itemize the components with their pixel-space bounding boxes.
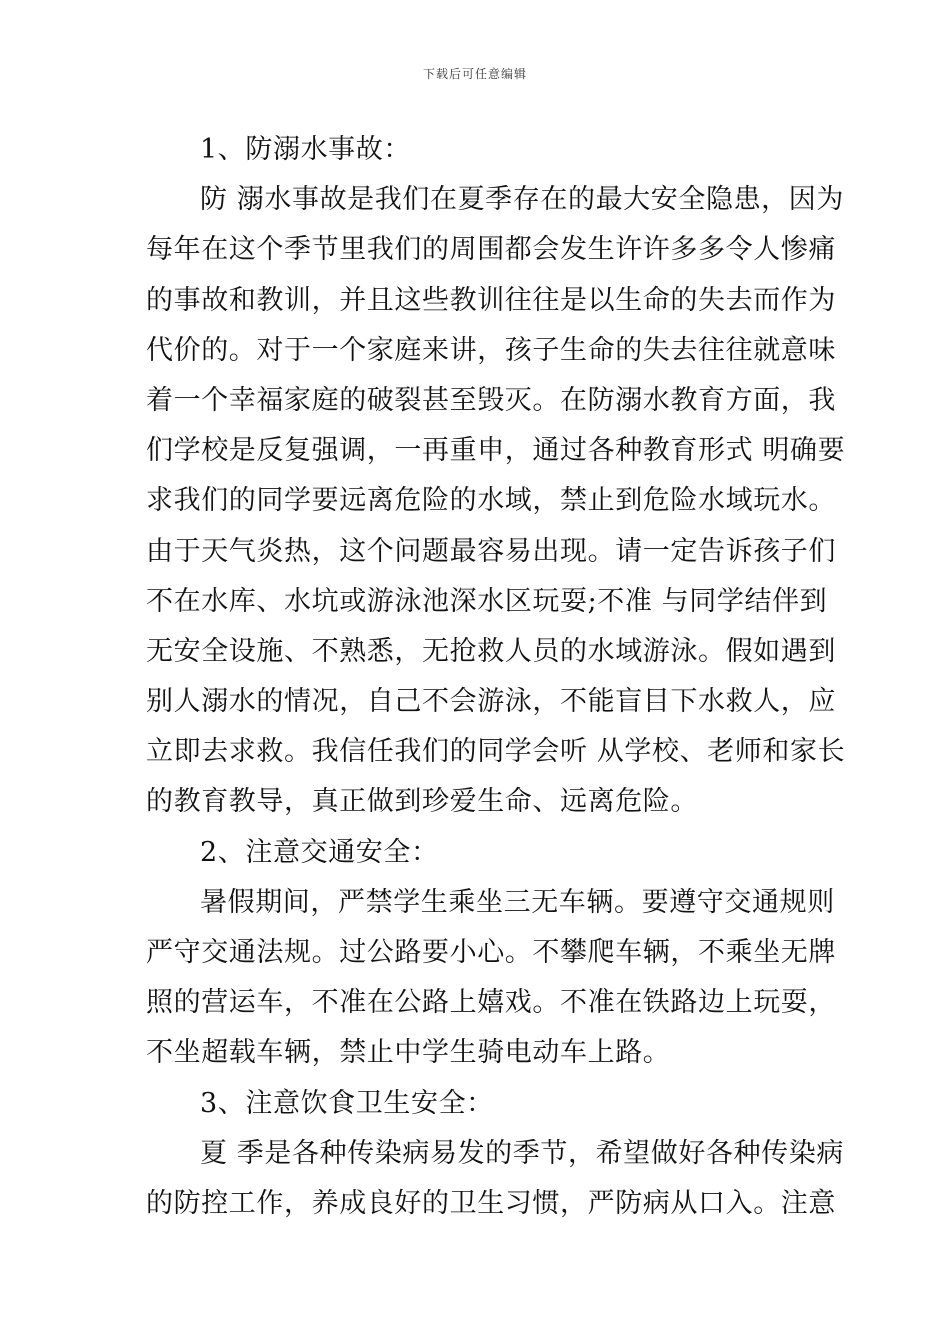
paragraph-line: 夏 季是各种传染病易发的季节，希望做好各种传染病 [200, 1137, 844, 1169]
paragraph-line: 着一个幸福家庭的破裂甚至毁灭。在防溺水教育方面，我 [146, 384, 836, 416]
paragraph-line: 的事故和教训，并且这些教训往往是以生命的失去而作为 [146, 284, 836, 316]
section-heading-3: 3、注意饮食卫生安全： [200, 1087, 494, 1119]
paragraph-line: 由于天气炎热，这个问题最容易出现。请一定告诉孩子们 [146, 535, 836, 567]
paragraph-line: 暑假期间，严禁学生乘坐三无车辆。要遵守交通规则 [200, 886, 835, 918]
paragraph-line: 防 溺水事故是我们在夏季存在的最大安全隐患，因为 [200, 184, 844, 216]
paragraph-line: 求我们的同学要远离危险的水域，禁止到危险水域玩水。 [146, 485, 836, 517]
paragraph-line: 严守交通法规。过公路要小心。不攀爬车辆，不乘坐无牌 [146, 937, 836, 968]
section-heading-2: 2、注意交通安全： [200, 836, 439, 868]
paragraph-line: 们学校是反复强调，一再重申，通过各种教育形式 明确要 [146, 435, 846, 467]
paragraph-line: 的教育教导，真正做到珍爱生命、远离危险。 [146, 786, 698, 818]
document-body [146, 125, 846, 1229]
page-header: 下载后可任意编辑 [422, 67, 527, 81]
paragraph-line: 每年在这个季节里我们的周围都会发生许许多多令人惨痛 [146, 234, 836, 266]
paragraph-line: 别人溺水的情况，自己不会游泳，不能盲目下水救人，应 [146, 686, 836, 718]
paragraph-line: 照的营运车，不准在公路上嬉戏。不准在铁路边上玩耍， [146, 987, 836, 1019]
paragraph-line: 不坐超载车辆，禁止中学生骑电动车上路。 [146, 1037, 671, 1069]
section-heading-1: 1、防溺水事故： [200, 134, 411, 165]
paragraph-line: 代价的。对于一个家庭来讲，孩子生命的失去往往就意味 [146, 334, 836, 366]
paragraph-line: 的防控工作，养成良好的卫生习惯，严防病从口入。注意 [146, 1187, 836, 1219]
paragraph-line: 立即去求救。我信任我们的同学会听 从学校、老师和家长 [146, 736, 846, 768]
paragraph-line: 不在水库、水坑或游泳池深水区玩耍;不准 与同学结伴到 [146, 585, 828, 617]
paragraph-line: 无安全设施、不熟悉，无抢救人员的水域游泳。假如遇到 [146, 635, 836, 667]
